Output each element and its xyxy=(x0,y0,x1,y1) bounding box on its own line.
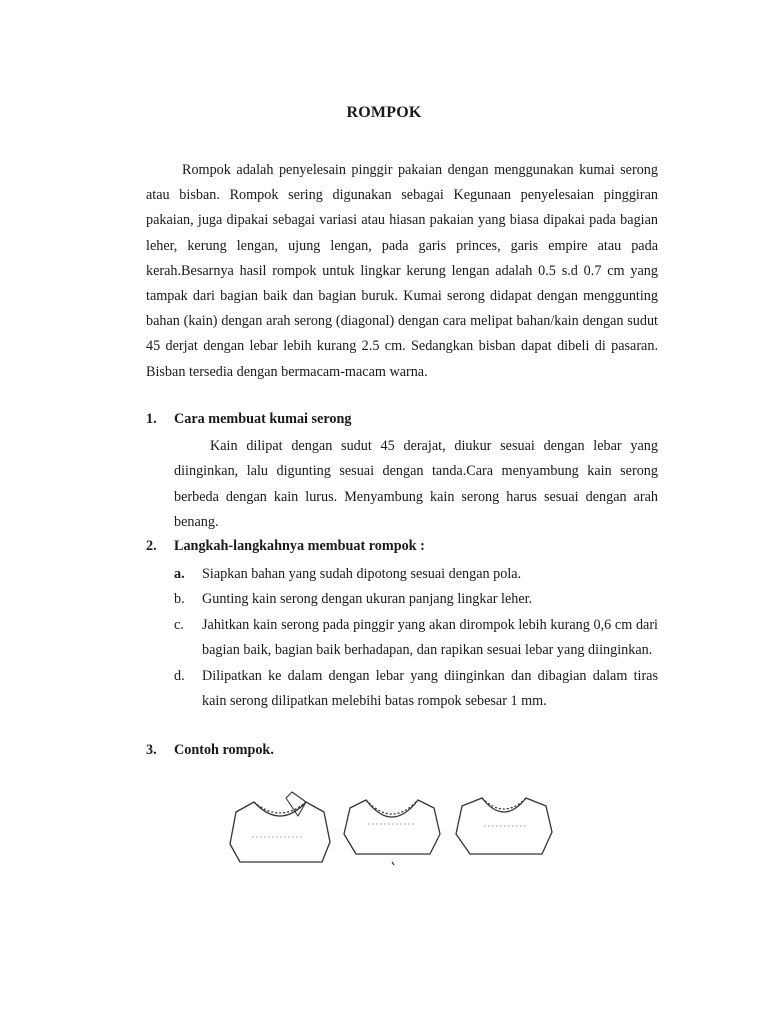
step-item-a xyxy=(174,562,658,587)
bodice-sketch-2 xyxy=(344,800,440,865)
step-marker: a. xyxy=(174,566,185,582)
document-title: ROMPOK xyxy=(346,104,422,121)
steps-list xyxy=(174,562,658,714)
neckline-illustration xyxy=(222,782,566,878)
section-1-number: 1. xyxy=(146,411,157,427)
step-marker: b. xyxy=(174,591,185,608)
step-text: Siapkan bahan yang sudah dipotong sesuai dengan pola. xyxy=(202,566,522,582)
section-3-heading: Contoh rompok. xyxy=(174,742,274,758)
step-item-d xyxy=(174,664,658,715)
rompok-example-figure xyxy=(222,782,566,878)
section-2-number: 2. xyxy=(146,538,157,554)
bodice-sketch-1 xyxy=(230,792,330,862)
step-item-c xyxy=(174,613,658,664)
bodice-sketch-3 xyxy=(456,798,552,854)
step-text: Jahitkan kain serong pada pinggir yang akan dirompok lebih kurang 0,6 cm dari bagian baik, bagian baik berhadapan, dan rapikan sesuai lebar yang diinginkan. xyxy=(202,616,658,659)
step-item-b xyxy=(174,587,658,612)
section-2-heading: Langkah-langkahnya membuat rompok : xyxy=(174,538,425,554)
step-marker: d. xyxy=(174,667,185,684)
step-text: Gunting kain serong dengan ukuran panjang lingkar leher. xyxy=(202,591,533,608)
step-marker: c. xyxy=(174,616,184,633)
section-1-body: Kain dilipat dengan sudut 45 derajat, diukur sesuai dengan lebar yang diinginkan, lalu digunting sesuai dengan tanda.Cara menyambung kain serong berbeda dengan kain lurus. Menyambung kain serong harus sesuai dengan arah benang. xyxy=(174,438,658,530)
section-3-number: 3. xyxy=(146,742,157,758)
intro-paragraph: Rompok adalah penyelesain pinggir pakaian dengan menggunakan kumai serong atau bisban. Rompok sering digunakan sebagai Kegunaan penyelesaian pinggiran pakaian, juga dipakai sebagai variasi atau hiasan pakaian yang biasa dipakai pada bagian leher, kerung lengan, ujung lengan, pada garis princes, garis empire atau pada kerah.Besarnya hasil rompok untuk lingkar kerung lengan adalah 0.5 s.d 0.7 cm yang tampak dari bagian baik dan bagian buruk. Kumai serong didapat dengan menggunting bahan (kain) dengan arah serong (diagonal) dengan cara melipat bahan/kain dengan sudut 45 derjat dengan lebar lebih kurang 2.5 cm. Sedangkan bisban dapat dibeli di pasaran. Bisban tersedia dengan bermacam-macam warna. xyxy=(146,162,658,380)
step-text: Dilipatkan ke dalam dengan lebar yang diinginkan dan dibagian dalam tiras kain serong dilipatkan melebihi batas rompok sebesar 1 mm. xyxy=(202,667,658,710)
section-1-heading: Cara membuat kumai serong xyxy=(174,411,352,427)
